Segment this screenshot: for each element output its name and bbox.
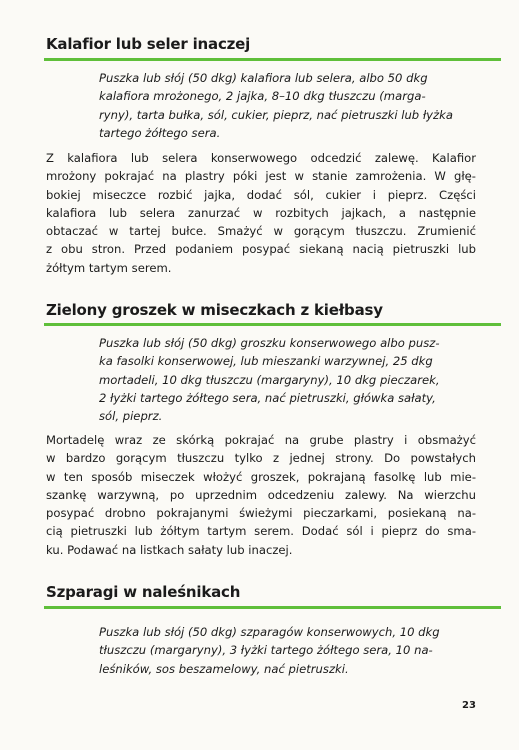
- instructions-line: ku. Podawać na listkach sałaty lub inaczej.: [46, 542, 293, 557]
- recipe-title: Szparagi w naleśnikach: [46, 583, 241, 601]
- instructions-line: bokiej miseczce rozbić jajka, dodać sól, cukier i pieprz. Części: [46, 187, 476, 202]
- instructions-line: mrożony pokrajać na plastry póki jest w stanie zamrożenia. W głę-: [46, 169, 476, 184]
- ingredients-list: [99, 69, 474, 142]
- instructions-line: w ten sposób miseczek włożyć groszek, pokrajaną fasolkę lub mie-: [46, 469, 476, 484]
- instructions-line: żółtym tartym serem.: [46, 260, 172, 275]
- page-number: 23: [462, 700, 476, 711]
- ingredients-list: [99, 623, 474, 678]
- recipe-title: Kalafior lub seler inaczej: [46, 35, 251, 53]
- instructions-line: posypać drobno pokrajanymi świeżymi pieczarkami, posiekaną na-: [46, 506, 476, 521]
- recipe-instructions: [46, 149, 476, 277]
- instructions-line: cią pietruszki lub żółtym tartym serem. Dodać sól i pieprz do sma-: [46, 524, 476, 539]
- instructions-line: Z kalafiora lub selera konserwowego odcedzić zalewę. Kalafior: [46, 151, 476, 165]
- recipe-instructions: [46, 431, 476, 559]
- title-rule: [44, 606, 501, 609]
- title-rule: [44, 58, 501, 61]
- ingredients-line: Puszka lub słój (50 dkg) kalafiora lub selera, albo 50 dkg: [99, 71, 428, 85]
- ingredients-line: kalafiora mrożonego, 2 jajka, 8–10 dkg tłuszczu (marga-: [99, 89, 426, 104]
- ingredients-line: mortadeli, 10 dkg tłuszczu (margaryny), 10 dkg pieczarek,: [99, 372, 440, 387]
- ingredients-line: leśników, sos beszamelowy, nać pietruszki.: [99, 661, 349, 676]
- ingredients-list: [99, 334, 474, 425]
- instructions-line: szankę warzywną, po uprzednim odcedzeniu zalewy. Na wierzchu: [46, 487, 476, 502]
- instructions-line: w bardzo gorącym tłuszczu tylko z jednej strony. Do powstałych: [46, 451, 476, 466]
- instructions-line: kalafiora lub selera zanurzać w rozbitych jajkach, a następnie: [46, 205, 476, 220]
- ingredients-line: tartego żółtego sera.: [99, 125, 221, 140]
- ingredients-line: ryny), tarta bułka, sól, cukier, pieprz, nać pietruszki lub łyżka: [99, 107, 453, 122]
- ingredients-line: Puszka lub słój (50 dkg) groszku konserwowego albo pusz-: [99, 336, 440, 350]
- instructions-line: z obu stron. Przed podaniem posypać siekaną nacią pietruszki lub: [46, 242, 476, 257]
- instructions-line: obtaczać w tartej bułce. Smażyć w gorącym tłuszczu. Zrumienić: [46, 224, 476, 239]
- ingredients-line: Puszka lub słój (50 dkg) szparagów konserwowych, 10 dkg: [99, 625, 440, 639]
- title-rule: [44, 323, 501, 326]
- ingredients-line: sól, pieprz.: [99, 409, 163, 424]
- ingredients-line: ka fasolki konserwowej, lub mieszanki warzywnej, 25 dkg: [99, 354, 433, 369]
- recipe-title: Zielony groszek w miseczkach z kiełbasy: [46, 301, 383, 319]
- ingredients-line: 2 łyżki tartego żółtego sera, nać pietruszki, główka sałaty,: [99, 390, 436, 405]
- ingredients-line: tłuszczu (margaryny), 3 łyżki tartego żółtego sera, 10 na-: [99, 643, 433, 658]
- instructions-line: Mortadelę wraz ze skórką pokrajać na grube plastry i obsmażyć: [46, 433, 476, 447]
